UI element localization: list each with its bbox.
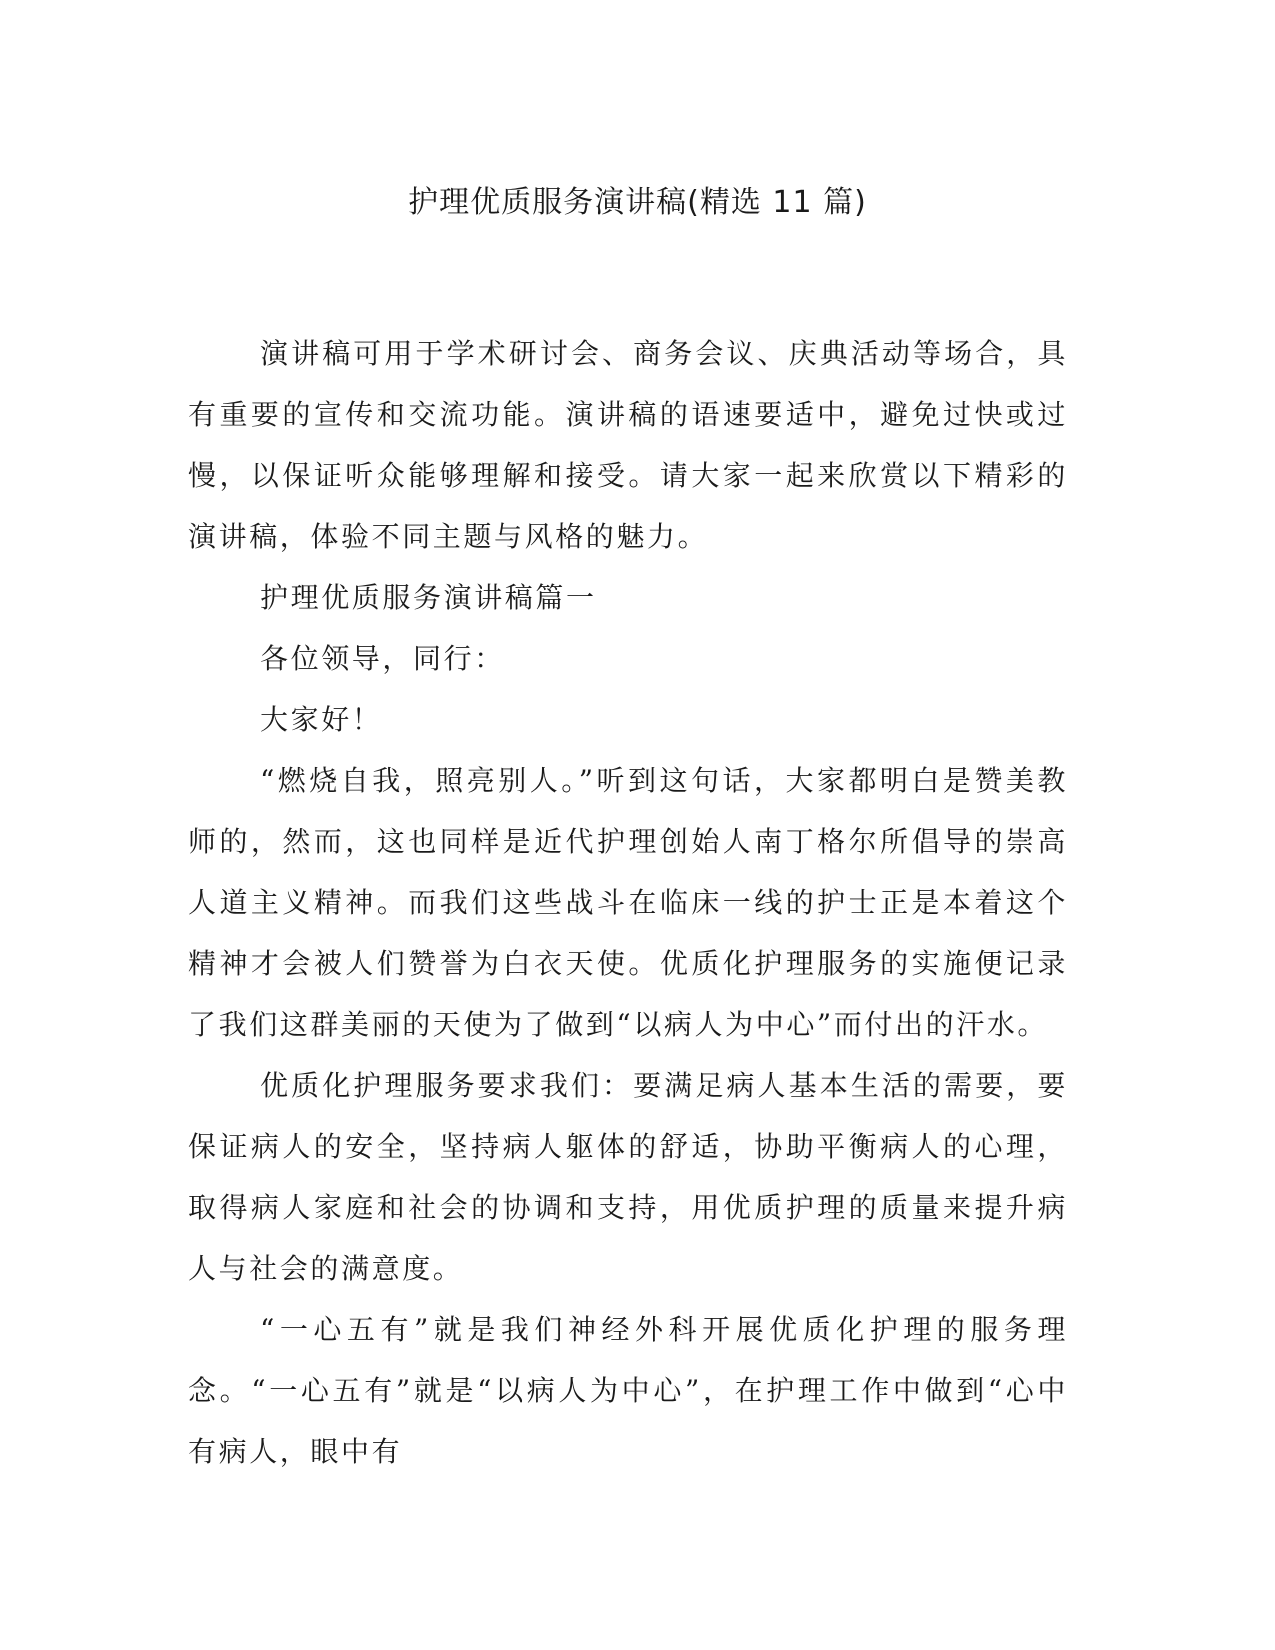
body-paragraph: 优质化护理服务要求我们：要满足病人基本生活的需要，要保证病人的安全，坚持病人躯体的舒适，协助平衡病人的心理，取得病人家庭和社会的协调和支持，用优质护理的质量来提升病人与社会的满意度。	[188, 1069, 1068, 1285]
section-heading: 护理优质服务演讲稿篇一	[260, 581, 597, 614]
document-body	[188, 323, 1068, 1482]
document-title: 护理优质服务演讲稿(精选 11 篇)	[408, 185, 867, 220]
body-paragraph: “一心五有”就是我们神经外科开展优质化护理的服务理念。“一心五有”就是“以病人为中心”，在护理工作中做到“心中有病人，眼中有	[188, 1313, 1068, 1468]
salutation: 各位领导，同行：	[260, 642, 505, 675]
body-paragraph: “燃烧自我，照亮别人。”听到这句话，大家都明白是赞美教师的，然而，这也同样是近代护理创始人南丁格尔所倡导的崇高人道主义精神。而我们这些战斗在临床一线的护士正是本着这个精神才会被人们赞誉为白衣天使。优质化护理服务的实施便记录了我们这群美丽的天使为了做到“以病人为中心”而付出的汗水。	[188, 764, 1068, 1041]
greeting: 大家好！	[260, 703, 383, 736]
intro-paragraph: 演讲稿可用于学术研讨会、商务会议、庆典活动等场合，具有重要的宣传和交流功能。演讲稿的语速要适中，避免过快或过慢，以保证听众能够理解和接受。请大家一起来欣赏以下精彩的演讲稿，体验不同主题与风格的魅力。	[188, 337, 1068, 553]
